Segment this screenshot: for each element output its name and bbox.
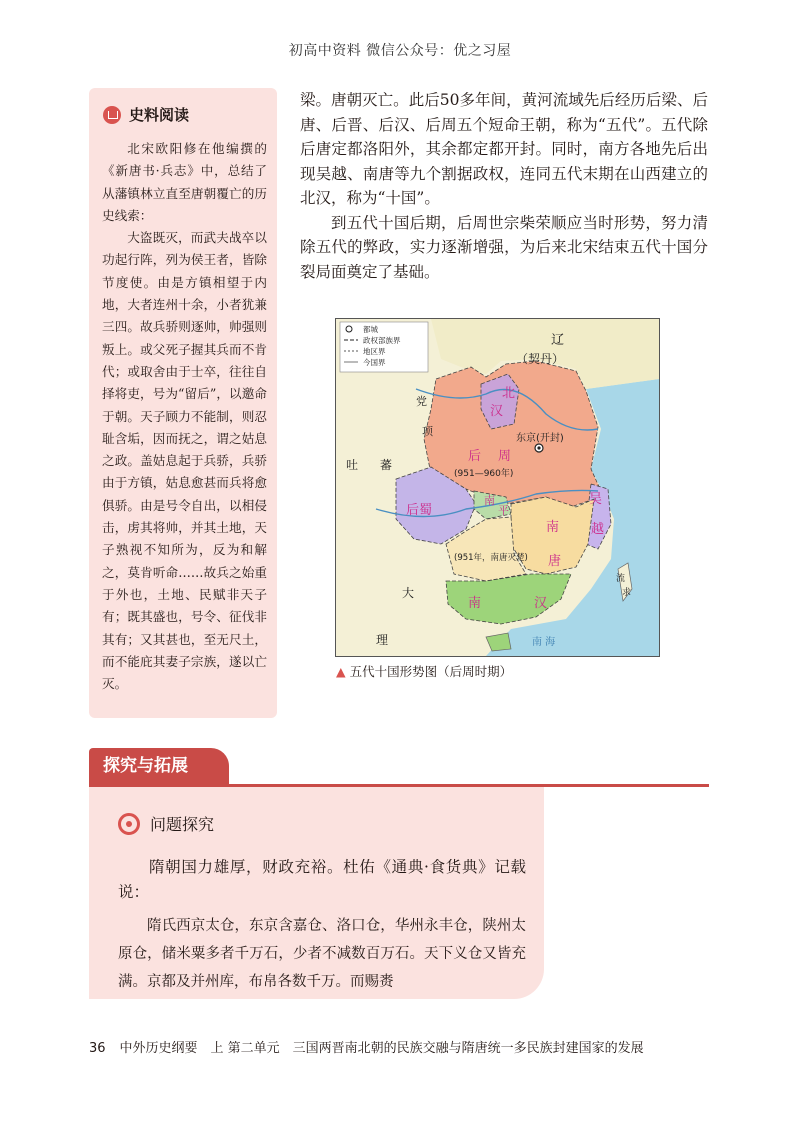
book-icon [103,106,121,124]
label-qidan: （契丹） [516,352,565,366]
label-nanping-1: 南 [484,494,495,507]
legend-regime-border: 政权部族界 [363,336,401,345]
label-houzhou-years: (951—960年) [454,469,514,479]
label-xiang: 项 [422,425,433,438]
main-text [300,88,708,284]
five-dynasties-map [335,318,660,657]
explore-tab: 探究与拓展 [89,748,229,784]
label-wuyue-2: 越 [591,522,605,537]
source-reading-quote: 大盗既灭，而武夫战卒以功起行阵，列为侯王者，皆除节度使。由是方镇相望于内地，大者连州十余，小者犹兼三四。故兵骄则逐帅，帅强则叛上。或父死子握其兵而不肯代；或取舍由于士卒，往往自择将吏，号为“留后”，以邀命于朝。天子顾力不能制，则忍耻含垢，因而抚之，谓之姑息之政。盖姑息起于兵骄，兵骄由于方镇，姑息愈甚而兵将愈俱骄。由是号令自出，以相侵击，虏其将帅，并其土地，天子熟视不知所为，反为和解之，莫肯听命……故兵之始重于外也，土地、民赋非天子有；既其盛也，号令、征伐非其有；又其甚也，至无尺土，而不能庇其妻子宗族，遂以亡灭。 [102,230,267,692]
label-li: 理 [376,633,389,647]
label-liao: 辽 [551,333,565,348]
beihan-region [481,374,519,429]
label-dongjing: 东京(开封) [516,433,564,444]
label-nanhai: 南 海 [532,637,556,648]
label-da: 大 [402,586,415,600]
label-liuqiu-1: 流 [616,574,626,584]
paragraph-2: 到五代十国后期，后周世宗柴荣顺应当时形势，努力清除五代的弊政，实力逐渐增强，为后来北宋结束五代十国分裂局面奠定了基础。 [300,213,708,281]
map-caption-text: 五代十国形势图（后周时期） [349,664,513,679]
label-nantang-2: 唐 [548,554,562,569]
source-reading-body [102,138,267,695]
page-footer [89,1037,644,1056]
explore-intro-text: 隋朝国力雄厚，财政充裕。杜佑《通典·食货典》记载说： [118,858,526,901]
page-number: 36 [89,1041,106,1056]
map-legend [340,322,428,372]
paragraph-1: 梁。唐朝灭亡。此后50多年间，黄河流域先后经历后梁、后唐、后晋、后汉、后周五个短命王朝，称为“五代”。五代除后唐定都洛阳外，其余都定都开封。同时，南方各地先后出现吴越、南唐等九个割据政权，连同五代末期在山西建立的北汉，称为“十国”。 [300,91,708,207]
label-wuyue-1: 吴 [589,492,603,507]
explore-subheading [118,812,214,835]
explore-quote-text: 隋氏西京太仓，东京含嘉仓、洛口仓，华州永丰仓，陕州太原仓，储米粟多者千万石，少者不减数百万石。天下义仓又皆充满。京都及并州库，布帛各数千万。而赐赉 [118,918,526,990]
explore-quote [118,912,526,996]
source-reading-panel [89,88,277,718]
label-nanhan-1: 南 [468,596,482,611]
source-reading-intro: 北宋欧阳修在他编撰的《新唐书·兵志》中，总结了从藩镇林立直至唐朝覆亡的历史线索： [102,141,267,223]
legend-national-border: 今国界 [363,358,386,367]
label-houzhou-1: 后 [468,449,482,464]
map-caption [336,662,512,680]
explore-subtitle: 问题探究 [150,815,215,834]
footer-text: 中外历史纲要 上 第二单元 三国两晋南北朝的民族交融与隋唐统一多民族封建国家的发展 [119,1041,644,1056]
label-dang: 党 [416,395,427,408]
page-header: 初高中资料 微信公众号：优之习屋 [288,43,512,59]
legend-capital: 都城 [363,325,378,334]
label-tu: 吐 [346,458,359,472]
label-fan: 蕃 [380,458,393,472]
label-beihan-1: 北 [502,386,516,401]
label-nantang-1: 南 [546,520,560,535]
inquiry-icon [118,813,140,835]
label-liuqiu-2: 求 [622,588,632,598]
triangle-icon: ▲ [336,664,346,679]
label-houshu: 后蜀 [406,503,433,518]
label-nanhan-2: 汉 [534,596,548,611]
source-reading-title: 史料阅读 [129,106,190,124]
source-reading-heading [103,104,189,125]
label-beihan-2: 汉 [490,404,504,419]
label-houzhou-2: 周 [498,449,512,464]
explore-intro [118,855,526,904]
legend-region-border: 地区界 [363,347,386,356]
label-nanping-2: 平 [498,504,509,517]
label-chu-note: (951年，南唐灭楚) [454,553,528,563]
